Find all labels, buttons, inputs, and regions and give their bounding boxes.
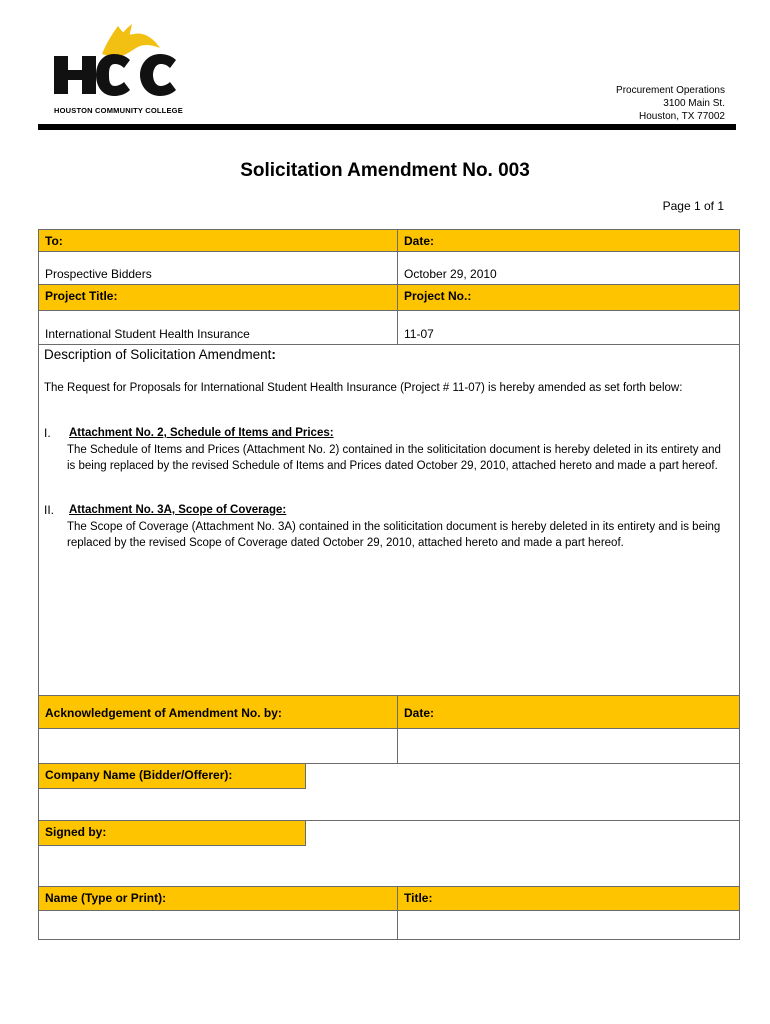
date-label: Date: [397,229,740,252]
title-field[interactable] [397,910,740,940]
project-no-value: 11-07 [404,327,434,341]
name-field[interactable] [38,910,398,940]
to-label: To: [38,229,398,252]
project-no-value-cell[interactable] [397,310,740,345]
project-title-label: Project Title: [38,284,398,311]
header-rule [38,124,736,130]
item-2-title: Attachment No. 3A, Scope of Coverage: [69,504,287,516]
document-title: Solicitation Amendment No. 003 [240,160,530,181]
to-value-cell[interactable] [38,251,398,285]
logo-subtitle: HOUSTON COMMUNITY COLLEGE [54,106,183,115]
item-1-body: The Schedule of Items and Prices (Attachment No. 2) contained in the soliticitation document is hereby deleted in its entirety and is being replaced by the revised Schedule of Items and Prices dated October 29, 2010, attached hereto and made a part hereof. [67,444,721,472]
description-heading [44,347,276,362]
address-line-2: 3100 Main St. [663,98,725,109]
address-block [616,84,725,123]
description-heading-text: Description of Solicitation Amendment [44,347,272,362]
item-2-body: The Scope of Coverage (Attachment No. 3A) contained in the soliticitation document is hereby deleted in its entirety and is being replaced by the revised Scope of Coverage dated October 29, 2010, attached hereto and made a part hereof. [67,521,721,549]
name-label: Name (Type or Print): [38,886,398,911]
date-value-cell[interactable] [397,251,740,285]
signed-by-label: Signed by: [38,820,306,846]
page-number: Page 1 of 1 [662,199,724,213]
ack-signature-field[interactable] [38,728,398,764]
address-line-1: Procurement Operations [616,85,725,96]
eagle-icon [102,24,160,58]
to-value: Prospective Bidders [45,267,152,281]
ack-label: Acknowledgement of Amendment No. by: [38,695,398,729]
ack-date-field[interactable] [397,728,740,764]
title-label: Title: [397,886,740,911]
description-heading-colon: : [271,347,276,362]
project-no-label: Project No.: [397,284,740,311]
company-name-label: Company Name (Bidder/Offerer): [38,763,306,789]
item-2-number: II. [44,503,55,517]
hcc-logo-mark [52,22,192,106]
hcc-logo [52,22,192,122]
address-line-3: Houston, TX 77002 [639,111,725,122]
ack-date-label: Date: [397,695,740,729]
date-value: October 29, 2010 [404,267,497,281]
item-1-number: I. [44,426,51,440]
project-title-value-cell[interactable] [38,310,398,345]
item-1-title: Attachment No. 2, Schedule of Items and Prices: [69,427,334,439]
project-title-value: International Student Health Insurance [45,327,250,341]
description-intro: The Request for Proposals for International Student Health Insurance (Project # 11-07) is hereby amended as set forth below: [44,382,683,394]
